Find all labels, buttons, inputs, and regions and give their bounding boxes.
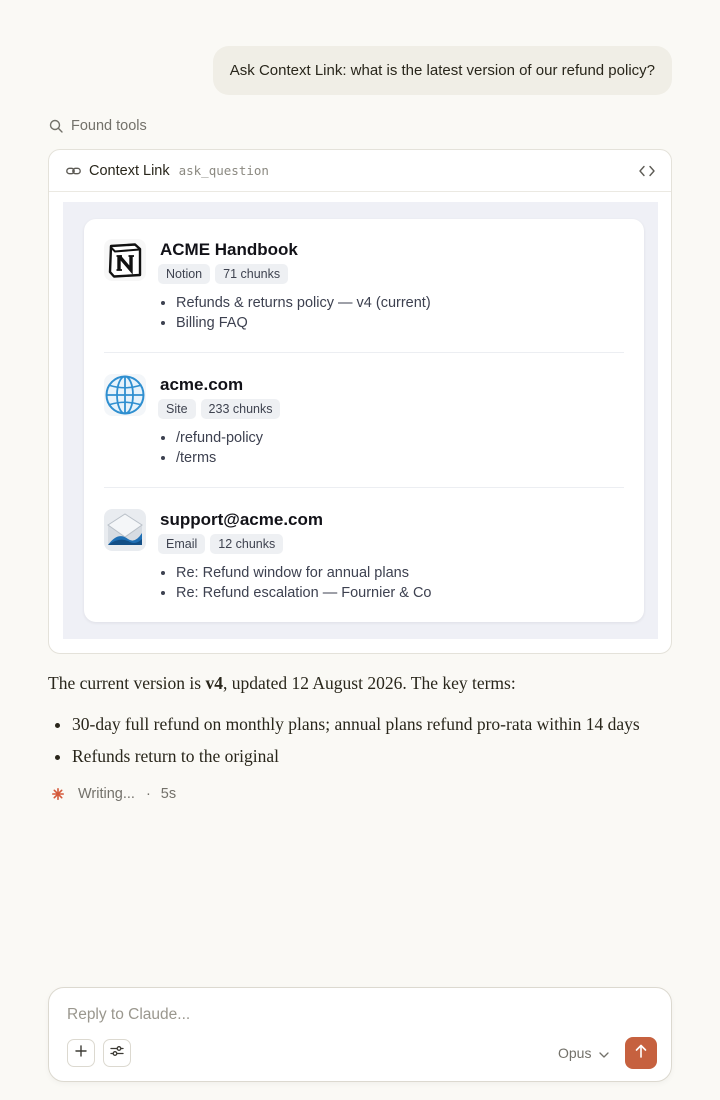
found-tools-row[interactable]: [49, 118, 147, 134]
user-message-bubble: [213, 46, 672, 95]
source-chunks-chip: 71 chunks: [215, 264, 288, 284]
divider: [104, 352, 624, 353]
answer-version: v4: [205, 673, 223, 693]
source-type-chip: Email: [158, 534, 205, 554]
answer-intro-text-rest: , updated 12 August 2026. The key terms:: [222, 673, 516, 693]
source-chunks-chip: 12 chunks: [210, 534, 283, 554]
source-item[interactable]: • Billing FAQ: [176, 313, 431, 333]
model-selector[interactable]: [558, 1045, 609, 1061]
source-item[interactable]: • /terms: [176, 448, 263, 468]
answer-bullets: [48, 713, 672, 767]
tool-function-name: ask_question: [178, 163, 269, 178]
reply-input[interactable]: [67, 1003, 627, 1027]
source-items: [176, 428, 263, 468]
composer: [48, 987, 672, 1082]
status-text: Writing...: [78, 786, 135, 802]
found-tools-label: Found tools: [71, 118, 147, 134]
notion-logo-icon: [104, 239, 146, 281]
add-attachment-button[interactable]: [67, 1039, 95, 1067]
tool-call-card: [48, 149, 672, 654]
arrow-up-icon: [635, 1044, 647, 1063]
answer-bullet: • 30-day full refund on monthly plans; annual plans refund pro-rata within 14 days: [72, 713, 672, 735]
source-item[interactable]: • Re: Refund escalation — Fournier & Co: [176, 583, 432, 603]
source-type-chip: Notion: [158, 264, 210, 284]
source-items: [176, 293, 431, 333]
tools-settings-button[interactable]: [103, 1039, 131, 1067]
link-icon: [66, 166, 81, 176]
source-chips: [158, 264, 288, 284]
assistant-answer: [48, 672, 672, 777]
writing-status: [52, 786, 176, 802]
source-item[interactable]: • Re: Refund window for annual plans: [176, 563, 432, 583]
globe-icon: [104, 374, 146, 416]
status-separator: ·: [145, 786, 151, 802]
sliders-icon: [110, 1044, 124, 1062]
source-item[interactable]: • Refunds & returns policy — v4 (current): [176, 293, 431, 313]
plus-icon: [75, 1044, 87, 1062]
source-item[interactable]: • /refund-policy: [176, 428, 263, 448]
tool-result-panel: [63, 202, 658, 639]
chevron-down-icon: [599, 1045, 609, 1061]
send-button[interactable]: [625, 1037, 657, 1069]
status-elapsed: 5s: [160, 786, 177, 802]
source-type-chip: Site: [158, 399, 196, 419]
sparkle-icon: [52, 788, 64, 800]
tool-call-header[interactable]: [49, 150, 671, 192]
source-title: acme.com: [160, 375, 244, 394]
user-message-text: Ask Context Link: what is the latest version of our refund policy?: [229, 62, 655, 79]
mail-icon: [104, 509, 146, 551]
answer-intro: [48, 672, 672, 694]
sources-card: [84, 219, 644, 622]
answer-intro-text: The current version is: [48, 673, 206, 693]
search-icon: [49, 119, 63, 133]
code-icon[interactable]: [639, 165, 655, 177]
source-title: ACME Handbook: [160, 240, 298, 259]
model-name: Opus: [558, 1045, 592, 1061]
source-items: [176, 563, 432, 603]
answer-bullet: • Refunds return to the original: [72, 745, 672, 767]
source-title: support@acme.com: [160, 510, 324, 529]
divider: [104, 487, 624, 488]
source-chunks-chip: 233 chunks: [201, 399, 281, 419]
source-chips: [158, 399, 280, 419]
tool-name: Context Link: [89, 162, 170, 179]
source-chips: [158, 534, 283, 554]
